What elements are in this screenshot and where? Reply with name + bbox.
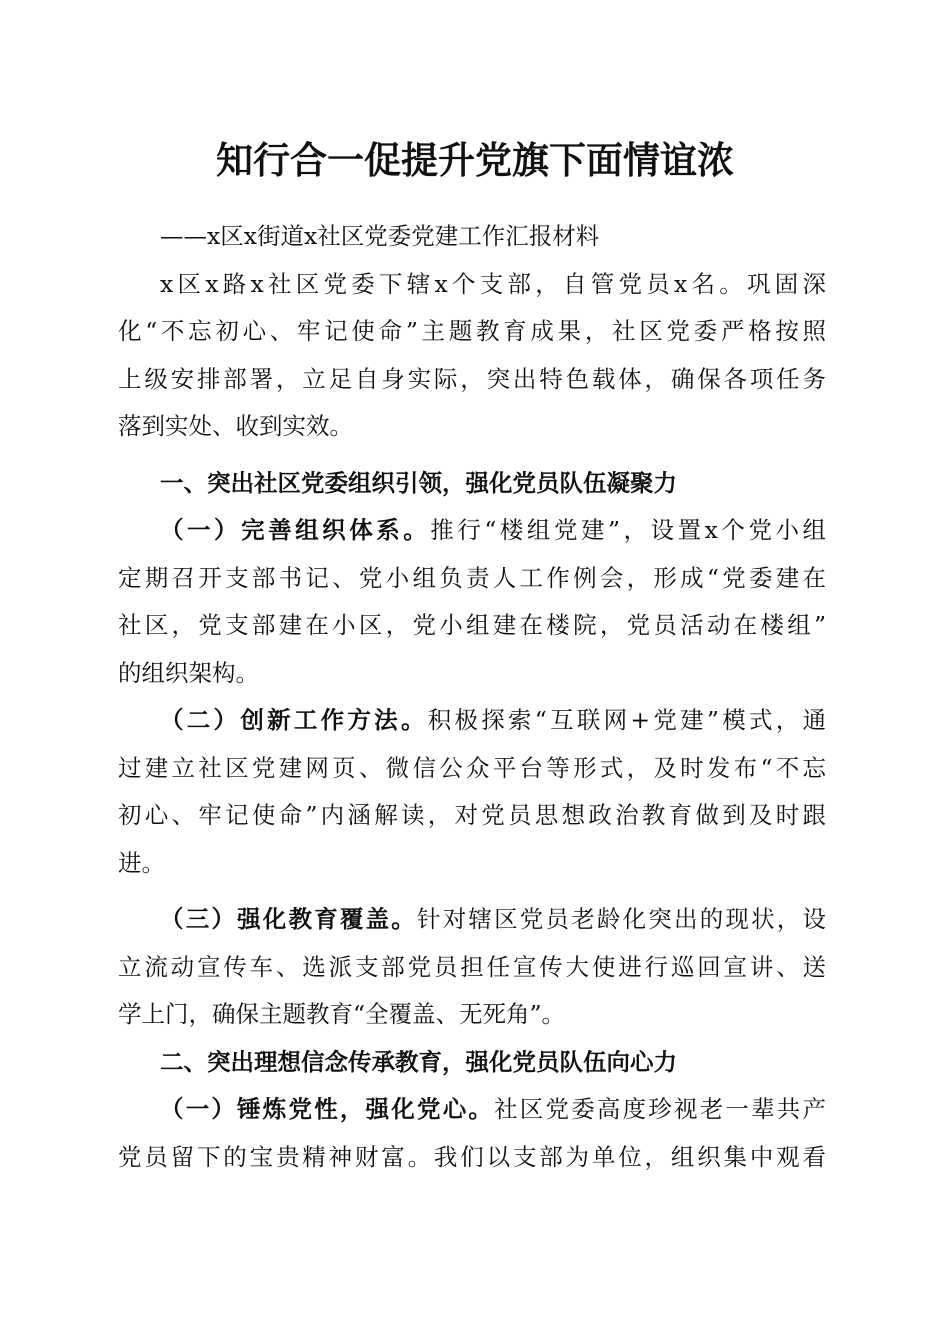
paragraph-first-line (118, 697, 826, 745)
paragraph-first-line (118, 507, 826, 555)
paragraph-line: 社区，党支部建在小区，党小组建在楼院，党员活动在楼组” (118, 611, 826, 639)
item-lead: （二）创新工作方法。 (160, 706, 428, 734)
paragraph-line: 学上门，确保主题教育“全覆盖、无死角”。 (118, 1000, 566, 1028)
paragraph-line: 进。 (118, 848, 165, 877)
section-2-item-1 (118, 1086, 826, 1181)
item-lead: （三）强化教育覆盖。 (160, 905, 417, 933)
paragraph-line: 初心、牢记使命”内涵解读，对党员思想政治教育做到及时跟 (118, 801, 826, 829)
document-title: 知行合一促提升党旗下面情谊浓 (216, 138, 734, 182)
document-body (118, 213, 826, 1181)
item-text: 针对辖区党员老龄化突出的现状，设 (417, 905, 826, 933)
item-lead: （一）锤炼党性，强化党心。 (160, 1095, 495, 1123)
section-1-item-2 (118, 697, 826, 887)
document-subtitle: ——x区x街道x社区党委党建工作汇报材料 (160, 222, 600, 250)
intro-line: x区x路x社区党委下辖x个支部，自管党员x名。巩固深 (160, 269, 826, 298)
paragraph-line: 定期召开支部书记、党小组负责人工作例会，形成“党委建在 (118, 563, 826, 592)
item-text: 推行“楼组党建”，设置x个党小组 (430, 516, 827, 544)
paragraph-line: 的组织架构。 (118, 658, 259, 687)
section-2-heading: 二、突出理想信念传承教育，强化党员队伍向心力 (160, 1047, 677, 1076)
paragraph-first-line (118, 1086, 826, 1134)
paragraph-line: 党员留下的宝贵精神财富。我们以支部为单位，组织集中观看 (118, 1142, 826, 1171)
intro-line: 落到实处、收到实效。 (118, 412, 353, 440)
intro-line: 化“不忘初心、牢记使命”主题教育成果，社区党委严格按照 (118, 317, 826, 345)
paragraph-line: 立流动宣传车、选派支部党员担任宣传大使进行巡回宣讲、送 (118, 952, 826, 981)
intro-paragraph (118, 261, 826, 451)
section-1-item-3 (118, 896, 826, 1039)
item-text: 社区党委高度珍视老一辈共产 (494, 1095, 827, 1123)
item-text: 积极探索“互联网+党建”模式，通 (427, 706, 827, 734)
paragraph-first-line (118, 896, 826, 944)
paragraph-line: 过建立社区党建网页、微信公众平台等形式，及时发布“不忘 (118, 753, 826, 782)
section-1-heading: 一、突出社区党委组织引领，强化党员队伍凝聚力 (160, 468, 677, 497)
intro-line: 上级安排部署，立足自身实际，突出特色载体，确保各项任务 (118, 364, 826, 393)
section-1-item-1 (118, 507, 826, 697)
item-lead: （一）完善组织体系。 (160, 516, 431, 544)
